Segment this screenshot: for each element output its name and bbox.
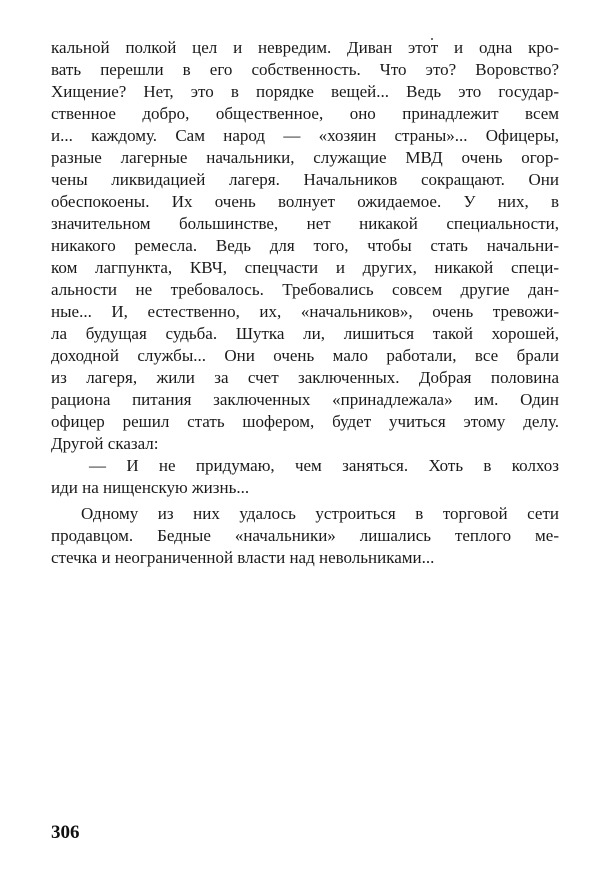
- text-line-23: продавцом. Бедные «начальники» лишались теплого ме-: [51, 526, 559, 545]
- text-line-1: кальной полкой цел и невредим. Диван этот и одна кро-: [51, 38, 559, 57]
- text-line-24: стечка и неограниченной власти над невольниками...: [51, 548, 435, 567]
- text-line-8: обеспокоены. Их очень волнует ожидаемое. У них, в: [51, 192, 559, 211]
- text-line-4: ственное добро, общественное, оно принадлежит всем: [51, 104, 559, 123]
- text-line-21: иди на нищенскую жизнь...: [51, 478, 250, 497]
- text-line-22: Одному из них удалось устроиться в торговой сети: [81, 504, 559, 523]
- text-line-11: ком лагпункта, КВЧ, спецчасти и других, никакой специ-: [51, 258, 559, 277]
- text-line-18: офицер решил стать шофером, будет учиться этому делу.: [51, 412, 559, 431]
- text-line-9: значительном большинстве, нет никакой специальности,: [51, 214, 559, 233]
- text-line-14: ла будущая судьба. Шутка ли, лишиться такой хорошей,: [51, 324, 559, 343]
- text-line-19: Другой сказал:: [51, 434, 159, 453]
- text-line-17: рациона питания заключенных «принадлежала» им. Один: [51, 390, 559, 409]
- text-line-5: и... каждому. Сам народ — «хозяин страны»... Офицеры,: [51, 126, 559, 145]
- text-line-20: — И не придумаю, чем заняться. Хоть в колхоз: [89, 456, 559, 475]
- text-line-13: ные... И, естественно, их, «начальников», очень тревожи-: [51, 302, 559, 321]
- page-number: 306: [51, 822, 80, 843]
- text-line-3: Хищение? Нет, это в порядке вещей... Ведь это государ-: [51, 82, 559, 101]
- text-line-12: альности не требовалось. Требовались совсем другие дан-: [51, 280, 559, 299]
- text-line-7: чены ликвидацией лагеря. Начальников сокращают. Они: [51, 170, 559, 189]
- text-line-16: из лагеря, жили за счет заключенных. Добрая половина: [51, 368, 559, 387]
- text-line-15: доходной службы... Они очень мало работали, все брали: [51, 346, 559, 365]
- text-line-10: никакого ремесла. Ведь для того, чтобы стать начальни-: [51, 236, 559, 255]
- text-line-6: разные лагерные начальники, служащие МВД очень огор-: [51, 148, 559, 167]
- text-line-2: вать перешли в его собственность. Что это? Воровство?: [51, 60, 559, 79]
